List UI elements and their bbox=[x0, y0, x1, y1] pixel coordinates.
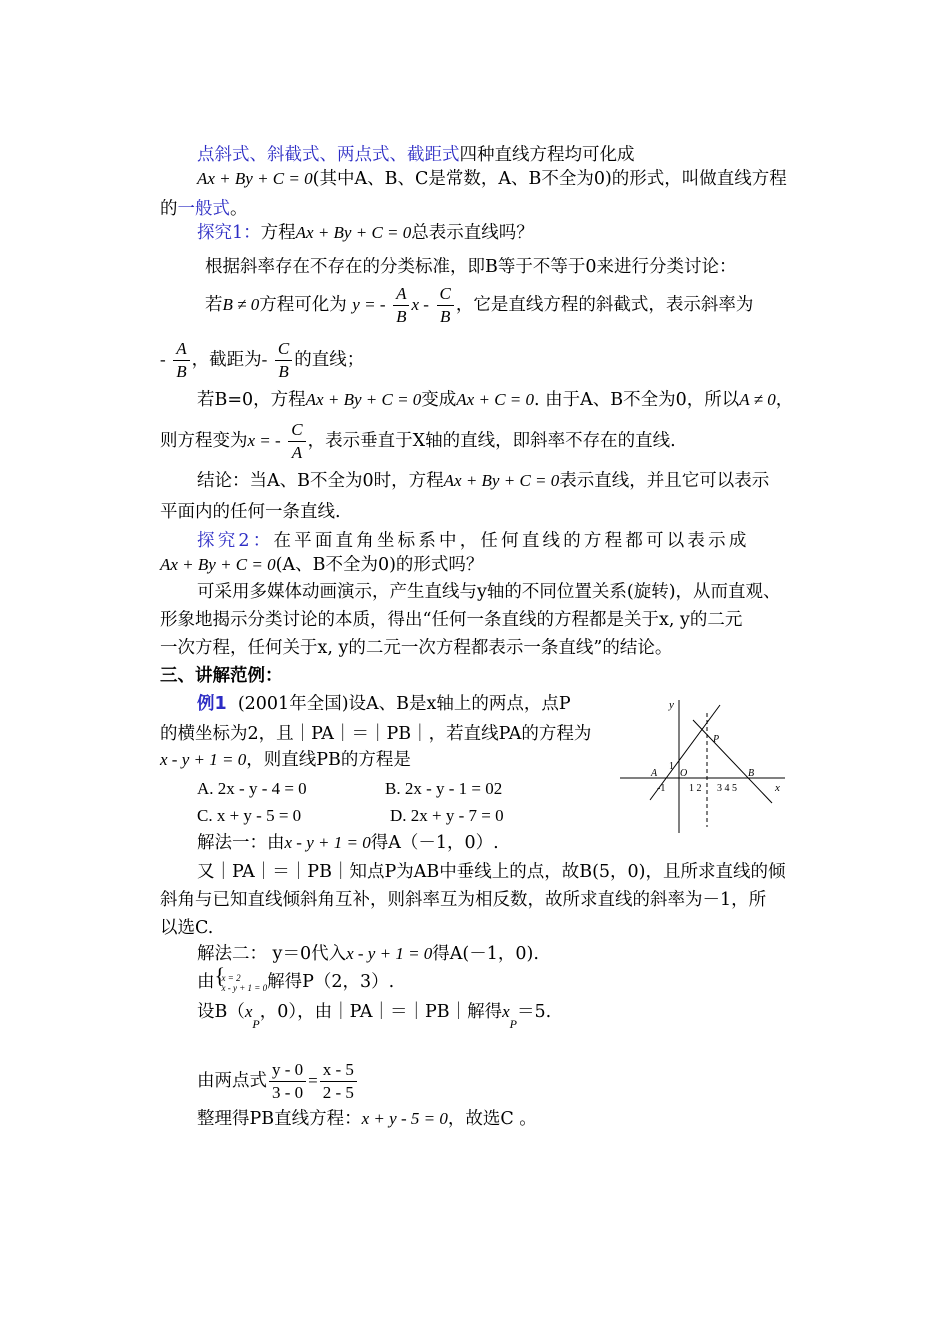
equation: Ax + By + C = 0 bbox=[160, 555, 276, 574]
text: 根据斜率存在不存在的分类标准，即B等于不等于0来进行分类讨论： bbox=[205, 257, 737, 277]
text: 以选C. bbox=[160, 918, 214, 938]
conclusion-line2 bbox=[160, 500, 341, 524]
text: ，截距为 bbox=[191, 350, 262, 370]
origin-label: O bbox=[680, 768, 688, 779]
numerator: C bbox=[437, 283, 454, 306]
explore2-line2 bbox=[160, 553, 483, 577]
text: 解法一：由 bbox=[197, 833, 285, 853]
equation: Ax + By + C = 0 bbox=[305, 390, 422, 409]
subscript: P bbox=[509, 1016, 517, 1031]
text: 在平面直角坐标系中，任何直线的方程都可以表示成 bbox=[273, 531, 750, 551]
text: 2 bbox=[493, 779, 503, 798]
text: 一次方程，任何关于x, y的二元一次方程都表示一条直线”的结论。 bbox=[160, 638, 673, 658]
text: ，它是直线方程的斜截式，表示斜率为 bbox=[455, 295, 754, 315]
math: - bbox=[160, 350, 166, 369]
equation: x - y + 1 = 0 bbox=[284, 833, 371, 852]
option-c bbox=[197, 804, 301, 828]
text: 又｜PA｜＝｜PB｜知点P为AB中垂线上的点，故B(5，0)，且所求直线的倾 bbox=[197, 862, 786, 882]
option-b bbox=[385, 777, 502, 801]
text: 总表示直线吗？ bbox=[411, 223, 534, 243]
equation: Ax + By + C = 0 bbox=[443, 471, 560, 490]
math: y = - bbox=[352, 295, 386, 314]
option-d bbox=[390, 804, 504, 828]
y-axis-label: y bbox=[669, 699, 674, 711]
fraction-a-over-b bbox=[173, 338, 189, 383]
forms-list: 点斜式、斜截式、两点式、截距式 bbox=[197, 145, 460, 165]
x-tick-neg1: -1 bbox=[657, 783, 666, 794]
section-title: 三、讲解范例： bbox=[160, 666, 283, 686]
explore1-line5 bbox=[160, 416, 676, 466]
x-axis-label: x bbox=[775, 782, 780, 794]
solution1-line2 bbox=[197, 860, 786, 884]
text: 则方程变为 bbox=[160, 431, 248, 451]
option-a bbox=[197, 777, 307, 801]
numerator: y - 0 bbox=[269, 1059, 306, 1082]
text: 得A(－1，0). bbox=[432, 944, 539, 964]
text: 斜角与已知直线倾斜角互补，则斜率互为相反数，故所求直线的斜率为－1，所 bbox=[160, 890, 767, 910]
point-a-label: A bbox=[651, 768, 658, 779]
xp: x bbox=[244, 1002, 253, 1021]
text: ，0），由｜PA｜＝｜PB｜解得 bbox=[259, 1002, 503, 1022]
fraction-c-over-b bbox=[437, 283, 454, 328]
para-general-form-line3 bbox=[160, 197, 248, 221]
numerator: x - 5 bbox=[320, 1059, 357, 1082]
condition: B ≠ 0 bbox=[222, 295, 260, 314]
point-p-label: P bbox=[713, 734, 720, 745]
equation-system bbox=[215, 973, 268, 993]
text: 平面内的任何一条直线. bbox=[160, 502, 341, 522]
explore1-line4 bbox=[197, 388, 793, 412]
explore1-line3 bbox=[160, 335, 364, 385]
solution2-line2 bbox=[197, 970, 394, 994]
equation-pb: x + y - 5 = 0 bbox=[361, 1109, 448, 1128]
general-form-term: 一般式 bbox=[177, 199, 230, 219]
condition: A ≠ 0 bbox=[739, 390, 776, 409]
example1-line1 bbox=[197, 692, 571, 716]
equation-pa: x - y + 1 = 0 bbox=[160, 750, 247, 769]
y-tick-1: 1 bbox=[669, 761, 674, 772]
denominator: B bbox=[176, 362, 187, 381]
text: 方程 bbox=[260, 223, 296, 243]
text: (2001年全国)设A、B是x轴上的两点，点P bbox=[237, 694, 571, 714]
equals: = bbox=[308, 1071, 318, 1090]
x-ticks-345: 3 4 5 bbox=[717, 783, 737, 794]
text: (A、B不全为0)的形式吗？ bbox=[275, 555, 484, 575]
general-equation: Ax + By + C = 0 bbox=[197, 169, 313, 188]
numerator: C bbox=[275, 338, 292, 361]
sys-eq2: x - y + 1 = 0 bbox=[221, 982, 268, 993]
text: 整理得PB直线方程： bbox=[197, 1109, 362, 1129]
explore1-label: 探究1： bbox=[197, 223, 261, 243]
xp: x bbox=[502, 1002, 510, 1021]
example1-line3 bbox=[160, 748, 411, 772]
fraction-a-over-b bbox=[393, 283, 409, 328]
text: 得A（－1，0）. bbox=[370, 833, 499, 853]
explore2-line3 bbox=[197, 580, 781, 604]
solution2-line1 bbox=[197, 942, 539, 966]
text: 解得P（2，3）. bbox=[267, 972, 395, 992]
text: ，故选C 。 bbox=[447, 1109, 537, 1129]
text: 方程可化为 bbox=[259, 295, 347, 315]
solution2-two-point bbox=[197, 1056, 359, 1106]
text: 。 bbox=[230, 199, 248, 219]
text: D. 2x + y - 7 = 0 bbox=[390, 806, 504, 825]
text: ＝5. bbox=[516, 1002, 552, 1022]
text: (其中A、B、C是常数，A、B不全为0)的形式，叫做直线方程 bbox=[312, 169, 787, 189]
equation: x - y + 1 = 0 bbox=[346, 944, 433, 963]
text: 设B（ bbox=[197, 1002, 245, 1022]
text: . 由于A、B不全为0，所以 bbox=[534, 390, 740, 410]
numerator: C bbox=[288, 419, 305, 442]
math: - bbox=[261, 350, 268, 369]
explore1-line2 bbox=[205, 280, 753, 330]
text: 的直线； bbox=[294, 350, 365, 370]
denominator: B bbox=[278, 362, 289, 381]
explore1-question bbox=[197, 221, 534, 245]
numerator: A bbox=[173, 338, 189, 361]
equation: Ax + By + C = 0 bbox=[295, 223, 412, 242]
denominator: A bbox=[291, 443, 303, 462]
text: 的横坐标为2，且｜PA｜＝｜PB｜，若直线PA的方程为 bbox=[160, 724, 592, 744]
denominator: B bbox=[439, 307, 451, 326]
text: 表示直线，并且它可以表示 bbox=[559, 471, 770, 491]
text: 结论：当A、B不全为0时，方程 bbox=[197, 471, 444, 491]
text: A. 2x - y - 4 = 0 bbox=[197, 779, 307, 798]
example1-line2 bbox=[160, 722, 591, 746]
text: 四种直线方程均可化成 bbox=[459, 145, 635, 165]
math: x - bbox=[411, 295, 429, 314]
solution1-line4 bbox=[160, 916, 213, 940]
subscript: P bbox=[252, 1016, 260, 1031]
coordinate-figure bbox=[615, 695, 795, 835]
sys-eq1: { x = 2 bbox=[221, 972, 241, 983]
example1-label: 例1 bbox=[197, 694, 227, 714]
text: ，则直线PB的方程是 bbox=[246, 750, 411, 770]
explore1-line1 bbox=[205, 255, 737, 279]
fraction-left bbox=[269, 1059, 306, 1104]
denominator: 3 - 0 bbox=[272, 1083, 304, 1102]
point-b-label: B bbox=[748, 768, 755, 779]
fraction-right bbox=[320, 1059, 357, 1104]
explore2-line1 bbox=[197, 529, 750, 553]
fraction-c-over-a bbox=[288, 419, 305, 464]
fraction-c-over-b bbox=[275, 338, 292, 383]
text: ， bbox=[775, 390, 794, 410]
text: B. 2x - y - 1 = 0 bbox=[385, 779, 494, 798]
explore2-line5 bbox=[160, 636, 672, 660]
solution2-result bbox=[197, 1107, 537, 1131]
text: 解法二： y＝0代入 bbox=[197, 944, 347, 964]
explore2-line4 bbox=[160, 608, 742, 632]
solution2-line3 bbox=[197, 1000, 551, 1030]
text: 由两点式 bbox=[197, 1071, 267, 1091]
para-general-form-line2 bbox=[197, 167, 787, 191]
denominator: 2 - 5 bbox=[322, 1083, 354, 1102]
equation: Ax + C = 0 bbox=[456, 390, 535, 409]
text: 形象地揭示分类讨论的本质，得出“任何一条直线的方程都是关于x, y的二元 bbox=[160, 610, 743, 630]
para-general-form-line1 bbox=[197, 143, 635, 167]
text: 变成 bbox=[421, 390, 457, 410]
solution1-line3 bbox=[160, 888, 766, 912]
text: 可采用多媒体动画演示，产生直线与y轴的不同位置关系(旋转)，从而直观、 bbox=[197, 582, 781, 602]
math: x = - bbox=[247, 431, 281, 450]
text: 的 bbox=[160, 199, 178, 219]
conclusion-line1 bbox=[197, 469, 769, 493]
text: 由 bbox=[197, 972, 215, 992]
denominator: B bbox=[396, 307, 407, 326]
x-ticks-12: 1 2 bbox=[689, 783, 702, 794]
text: 若B=0，方程 bbox=[197, 390, 306, 410]
solution1-line1 bbox=[197, 831, 499, 855]
explore2-label: 探究2： bbox=[197, 531, 274, 551]
numerator: A bbox=[393, 283, 409, 306]
text: ，表示垂直于X轴的直线，即斜率不存在的直线. bbox=[307, 431, 676, 451]
text: C. x + y - 5 = 0 bbox=[197, 806, 302, 825]
text: 若 bbox=[205, 295, 223, 315]
